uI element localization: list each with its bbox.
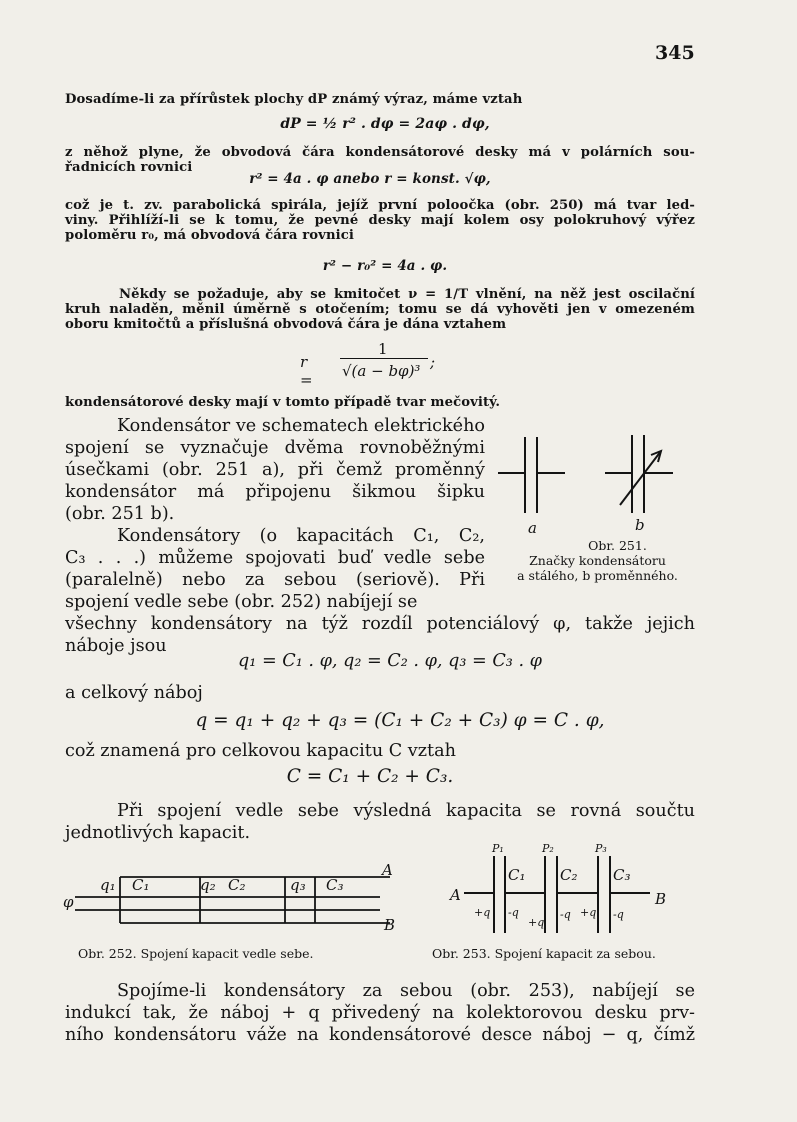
body-line: Kondensátory (o kapacitách C₁, C₂, <box>117 526 485 546</box>
figure-253-charge-label: -q <box>508 906 519 919</box>
paragraph-blade: kondensátorové desky mají v tomto případě tvar mečovitý. <box>65 395 501 410</box>
figure-251-caption-title: Obr. 251. <box>588 538 647 553</box>
fraction-bar <box>340 358 428 359</box>
figure-252-c3-label: C₃ <box>326 876 344 894</box>
figure-251-caption-line: a stálého, b proměnného. <box>517 568 678 583</box>
figure-253-b-label: B <box>655 890 667 908</box>
figure-252-a-label: A <box>382 861 393 879</box>
paragraph-frequency <box>65 287 695 332</box>
figure-251-label-a: a <box>528 519 537 537</box>
paragraph-series-line: indukcí tak, že náboj + q přivedený na kolektorovou desku prv- <box>65 1003 695 1023</box>
paragraph-spiral-line: což je t. zv. parabolická spirála, jejíž první poloočka (obr. 250) má tvar led- <box>65 198 695 213</box>
body-line-all-capacitors: všechny kondensátory na týž rozdíl potenciálový φ, takže jejich <box>65 614 695 634</box>
figure-253-series-circuit <box>450 838 700 938</box>
figure-253-charge-label: -q <box>560 908 571 921</box>
body-line: úsečkami (obr. 251 a), při čemž proměnný <box>65 460 485 480</box>
figure-253-c3-label: C₃ <box>613 866 631 884</box>
figure-252-q1-label: q₁ <box>100 876 116 894</box>
equation-total-charge: q = q₁ + q₂ + q₃ = (C₁ + C₂ + C₃) φ = C . φ, <box>195 710 605 731</box>
figure-251-label-b: b <box>635 516 645 534</box>
body-line-charges-intro: náboje jsou <box>65 636 167 656</box>
body-text-capacitor <box>65 415 485 613</box>
figure-251-caption <box>495 538 700 583</box>
body-line: C₃ . . .) můžeme spojovati buď vedle sebe <box>65 548 485 568</box>
figure-253-a-label: A <box>450 886 461 904</box>
paragraph-spiral <box>65 198 695 243</box>
page-number: 345 <box>655 42 695 64</box>
equation-radius: r² − r₀² = 4a . φ. <box>322 258 448 274</box>
paragraph-series-line: Spojíme-li kondensátory za sebou (obr. 253), nabíjejí se <box>117 981 695 1001</box>
equation-blade-denominator: √(a − bφ)³ <box>342 362 421 380</box>
paragraph-spiral-line: viny. Přihlíží-li se k tomu, že pevné desky mají kolem osy polokruhový výřez <box>65 213 695 228</box>
paragraph-series <box>65 980 695 1046</box>
figure-251-capacitor-symbols <box>495 425 695 535</box>
equation-spiral: r² = 4a . φ anebo r = konst. √φ, <box>249 171 491 187</box>
paragraph-series-line: ního kondensátoru váže na kondensátorové desce náboj − q, čímž <box>65 1025 695 1045</box>
figure-253-c1-label: C₁ <box>508 866 526 884</box>
figure-252-c1-label: C₁ <box>132 876 150 894</box>
equation-dp: dP = ½ r² . dφ = 2aφ . dφ, <box>280 116 490 132</box>
paragraph-frequency-line: kruh naladěn, měnil úměrně s otočením; tomu se dá vyhověti jen v omezeném <box>65 302 695 317</box>
paragraph-polar-line1: z něhož plyne, že obvodová čára kondensátorové desky má v polárních sou- <box>65 145 695 160</box>
body-line: spojení vedle sebe (obr. 252) nabíjejí se <box>65 592 418 612</box>
paragraph-frequency-line: Někdy se požaduje, aby se kmitočet ν = 1/T vlnění, na něž jest oscilační <box>119 287 695 302</box>
paragraph-intro: Dosadíme-li za přírůstek plochy dP známý výraz, máme vztah <box>65 92 523 107</box>
body-line: kondensátor má připojenu šikmou šipku <box>65 482 485 502</box>
body-line-total-intro: a celkový náboj <box>65 683 203 703</box>
paragraph-polar-line2: řadnicích rovnici <box>65 160 193 175</box>
body-line-sum-end: jednotlivých kapacit. <box>65 823 251 843</box>
figure-253-top-label-3: P₃ <box>595 842 607 855</box>
paragraph-frequency-line: oboru kmitočtů a příslušná obvodová čára je dána vztahem <box>65 317 507 332</box>
body-line: Kondensátor ve schematech elektrického <box>117 416 485 436</box>
equation-blade-numerator: 1 <box>378 340 388 358</box>
equation-capacity: C = C₁ + C₂ + C₃. <box>286 766 454 787</box>
figure-252-caption: Obr. 252. Spojení kapacit vedle sebe. <box>78 946 314 961</box>
body-line: (paralelně) nebo za sebou (seriově). Při <box>65 570 485 590</box>
figure-252-c2-label: C₂ <box>228 876 246 894</box>
body-line-total-capacity: což znamená pro celkovou kapacitu C vztah <box>65 741 456 761</box>
body-line: (obr. 251 b). <box>65 504 175 524</box>
body-line-sum: Při spojení vedle sebe výsledná kapacita se rovná součtu <box>117 801 695 821</box>
equation-blade-lhs: r = <box>300 353 313 389</box>
figure-253-top-label-2: P₂ <box>542 842 554 855</box>
figure-252-phi-label: φ <box>63 893 74 911</box>
figure-252-parallel-circuit <box>60 855 410 935</box>
figure-252-q3-label: q₃ <box>290 876 306 894</box>
figure-253-c2-label: C₂ <box>560 866 578 884</box>
equation-blade-end: ; <box>430 353 436 371</box>
figure-251-caption-line: Značky kondensátoru <box>529 553 666 568</box>
body-line: spojení se vyznačuje dvěma rovnoběžnými <box>65 438 485 458</box>
figure-252-q2-label: q₂ <box>200 876 216 894</box>
figure-253-caption: Obr. 253. Spojení kapacit za sebou. <box>432 946 656 961</box>
paragraph-spiral-line: poloměru r₀, má obvodová čára rovnici <box>65 228 354 243</box>
figure-253-charge-label: +q <box>474 906 491 919</box>
figure-253-top-label-1: P₁ <box>492 842 504 855</box>
figure-253-charge-label: -q <box>613 908 624 921</box>
figure-253-charge-label: +q <box>580 906 597 919</box>
figure-253-charge-label: +q <box>528 916 545 929</box>
figure-252-b-label: B <box>384 916 396 934</box>
equation-charges: q₁ = C₁ . φ, q₂ = C₂ . φ, q₃ = C₃ . φ <box>238 651 542 671</box>
